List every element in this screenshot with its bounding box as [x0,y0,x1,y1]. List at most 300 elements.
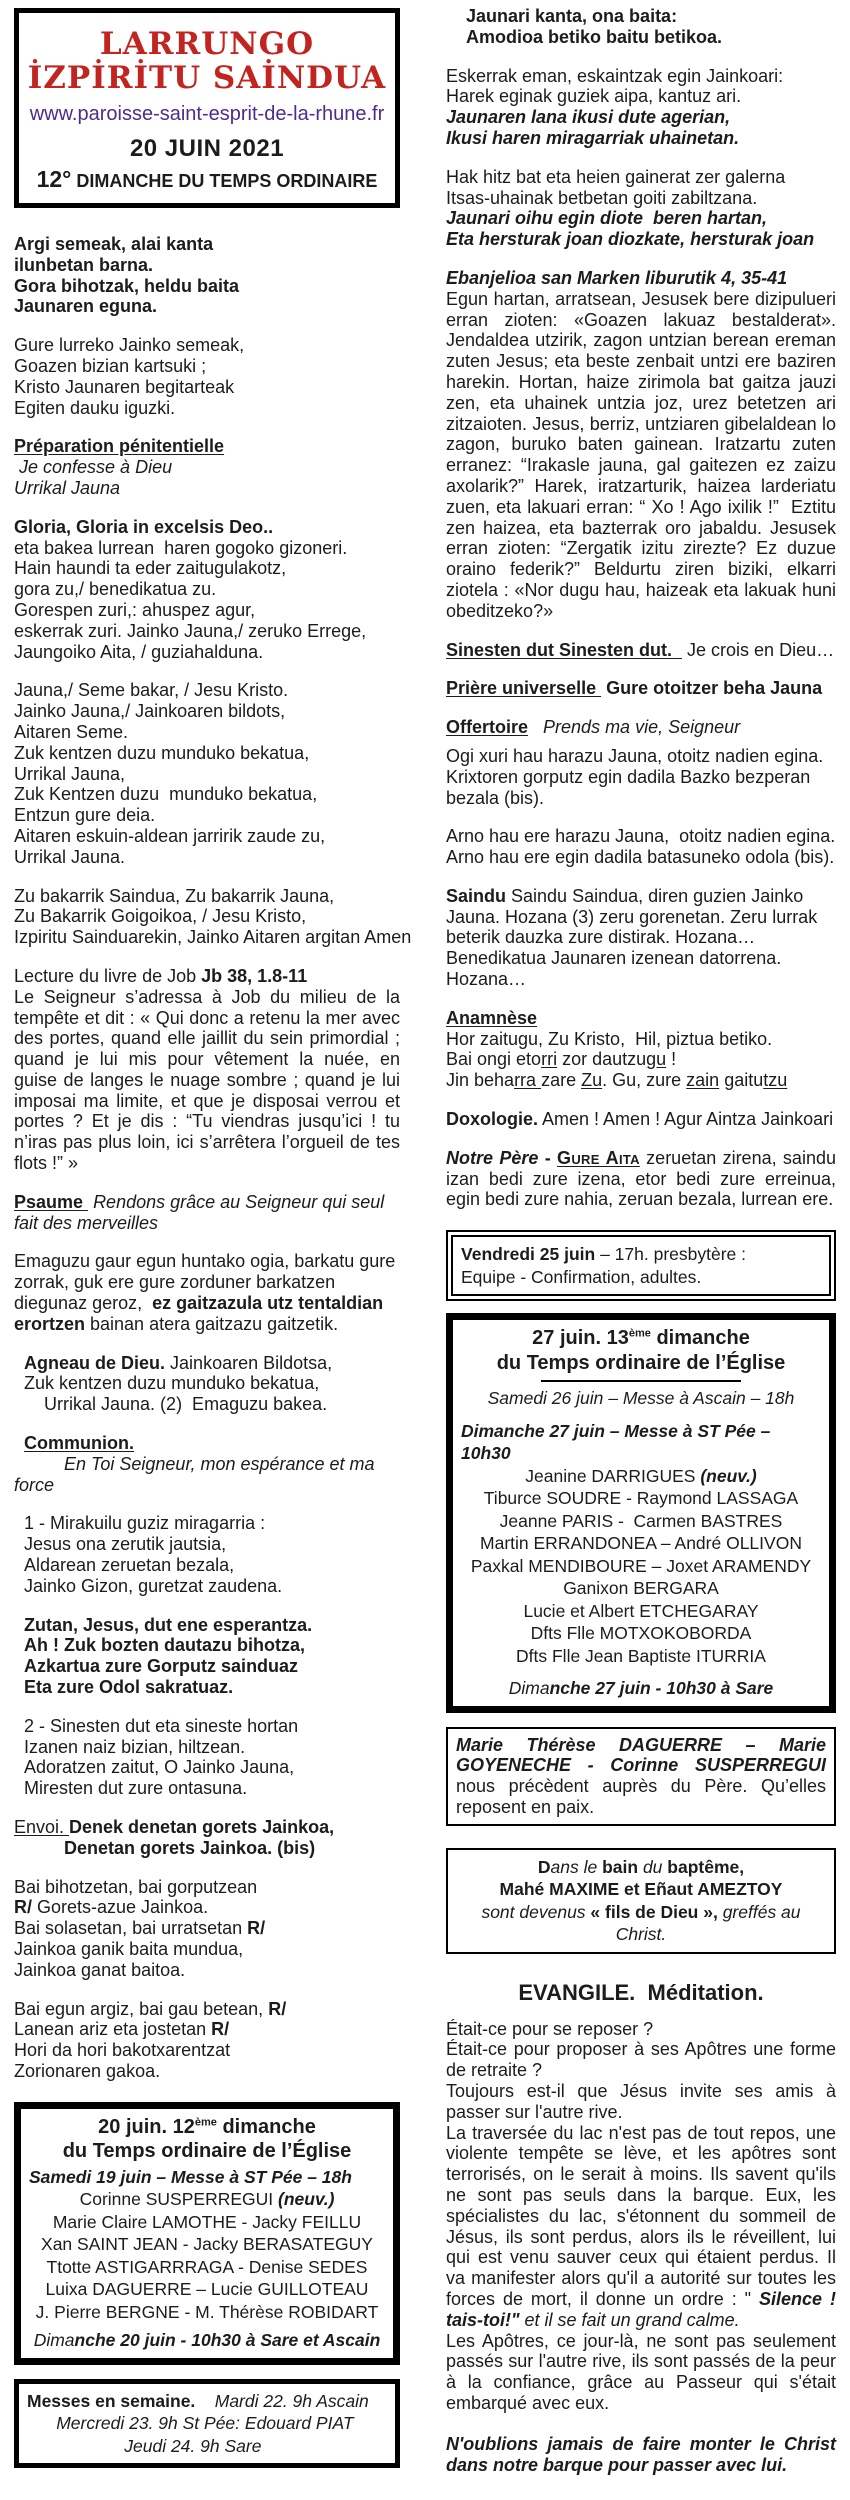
gloria-2 [14,680,400,867]
text-line [14,1778,400,1799]
text-run: EVANGILE. Méditation. [518,1979,764,2005]
text-run [14,1635,24,1655]
text-line [446,27,836,48]
text-run: Je confesse à Dieu [14,457,173,478]
text-run: Emaguzu gaur egun huntako ogia, barkatu gure zorrak, guk ere gure zorduner barkatzen diegunaz geroz, [14,1251,396,1314]
text-line [446,717,836,738]
text-run: Aldarean zeruetan bezala, [24,1555,235,1576]
text-run: Eta zure Odol sakratuaz. [24,1677,234,1698]
text-run: Jainko Gizon, guretzat zaudena. [24,1575,283,1596]
text-line [29,2278,385,2301]
text-line [14,1635,400,1656]
saturday-mass [461,1387,821,1410]
text-line [14,478,400,499]
psaume-strophe-2 [446,167,836,250]
text-run: Notre Père [446,1147,539,1168]
text-run: Hak hitz bat eta heien gainerat zer galerna [446,166,786,187]
text-run: gaitu [719,1070,764,1091]
text-run [27,2413,56,2433]
text-line [446,208,836,229]
text-run: Ah ! Zuk bozten dautazu bihotza, [24,1635,305,1656]
text-run: Lanean ariz eta jostetan [14,2019,212,2040]
text-run: – 17h. presbytère : [595,1244,747,1265]
text-run [14,1716,24,1736]
text-run: Anamnèse [446,1007,538,1028]
text-line [14,579,400,600]
text-run: nche 27 juin - 10h30 à Sare [549,1678,774,1699]
chant-couplet-2 [14,1716,400,1799]
offertoire-chant-2 [446,826,836,868]
text-run: Lucie et Albert ETCHEGARAY [523,1600,759,1621]
text-run: Zuk Kentzen duzu munduko bekatua, [14,784,318,805]
offertoire-chant-1 [446,746,836,808]
text-run: Zutan, Jesus, dut ene esperantza. [24,1614,313,1635]
text-line [14,1838,400,1859]
text-line [14,2061,400,2082]
text-run: zain [686,1070,720,1091]
text-run: 27 juin. 13 [532,1327,629,1350]
text-run [14,1513,24,1533]
text-run: greffés au Christ. [615,1901,801,1945]
text-run: Dima [33,2330,75,2351]
text-run: Zorionaren gakoa. [14,2060,161,2081]
text-run: ème [628,1327,651,1340]
text-line [14,1576,400,1597]
text-line [14,906,400,927]
text-run: et il se fait un grand calme. [519,2309,740,2330]
text-run: Jaunari kanta, ona baita: [446,6,678,26]
text-run: Messes en semaine. [27,2390,196,2411]
psaume-strophe-1 [446,66,836,149]
sunday-number: 12° [36,166,72,192]
notre-pere [446,1148,836,1210]
text-line [14,2040,400,2061]
text-run: Rendons grâce au Seigneur qui seul fait des merveilles [14,1191,385,1233]
gloria [14,517,400,663]
text-line [29,2233,385,2256]
left-column [14,0,412,2468]
text-run: Agneau de Dieu. [24,1352,166,1373]
text-run: Zuk kentzen duzu munduko bekatua, [14,742,310,763]
text-line [14,377,400,398]
text-line [461,1465,821,1488]
text-line [461,1510,821,1533]
text-run [14,1534,24,1554]
opening-hymn [14,234,400,317]
text-run: J. Pierre BERGNE - M. Thérèse ROBIDART [35,2301,379,2322]
text-line [446,1070,836,1091]
text-line [461,1387,821,1410]
text-run: Equipe - Confirmation, adultes. [461,1266,702,1287]
text-line [14,927,412,948]
text-line [14,1737,400,1758]
text-line [446,107,836,128]
text-line [461,1622,821,1645]
text-line [14,764,400,785]
text-run: Jin beha [446,1070,515,1091]
text-run: bainan atera gaitzazu gaitzetik. [85,1313,339,1334]
text-run: « fils de Dieu », [590,1901,718,1922]
text-run: bain [602,1856,643,1877]
text-run: Miresten dut zure ontasuna. [24,1778,248,1799]
text-line [14,966,400,987]
text-run: Bai ongi eto [446,1049,542,1070]
header-box [14,8,400,208]
text-run: Gure lurreko Jainko semeak, [14,335,245,356]
text-run: 20 juin. 12 [98,2115,195,2138]
text-line [14,826,400,847]
text-line [446,1049,836,1070]
text-line [14,600,400,621]
obituary-box [446,1727,836,1826]
text-line [456,1856,826,1879]
meditation-2 [446,2039,836,2081]
text-run [14,1838,64,1858]
text-run: tzu [763,1070,788,1091]
text-run: Marie Claire LAMOTHE - Jacky FEILLU [52,2211,362,2232]
text-run [14,1373,24,1393]
text-run: 2 - Sinesten dut eta sineste hortan [24,1715,299,1736]
text-line [14,1433,400,1454]
text-run: zor dautzu [557,1049,647,1070]
text-run: dimanche [216,2115,316,2138]
text-line [29,2329,385,2352]
text-line [461,1420,821,1465]
text-run: Eskerrak eman, eskaintzak egin Jainkoari: [446,65,784,86]
this-sunday-box [14,2102,400,2365]
text-run: dimanche [650,1327,750,1350]
text-run: Arno hau ere harazu Jauna, otoitz nadien egina. [446,826,836,847]
text-line [461,1645,821,1668]
text-line [14,1918,400,1939]
text-run: Ogi xuri hau harazu Jauna, otoitz nadien egina. [446,745,824,766]
text-run: bezala (bis). [446,787,545,808]
text-run: Urrikal Jauna. [14,846,126,867]
divider [541,1380,741,1382]
text-line [27,2435,387,2458]
text-run [195,2391,214,2411]
text-run: rri [541,1049,558,1070]
text-run: D [537,1856,551,1877]
text-line [14,642,400,663]
text-run: Jaunari oihu egin diote beren hartan, [446,208,768,229]
text-line [461,1487,821,1510]
bulletin-date: 20 JUIN 2021 [129,135,285,162]
text-run: Mercredi 23. 9h St Pée: Edouard PIAT [56,2413,354,2434]
text-run: Jb 38, 1.8-11 [201,965,308,986]
text-run: Izanen naiz bizian, hiltzean. [24,1736,246,1757]
text-run: ilunbetan barna. [14,254,154,275]
text-run: Marie Thérèse DAGUERRE – Marie GOYENECHE - Corinne SUSPERREGUI [456,1734,826,1776]
text-run [14,1433,24,1453]
text-line [14,1897,400,1918]
meditation-title [446,1980,836,2007]
text-run: Zu [581,1070,603,1091]
text-line [14,255,400,276]
text-run: Hori da hori bakotxarentzat [14,2040,231,2061]
text-run: Mardi 22. 9h Ascain [214,2390,369,2411]
text-run: Ganixon BERGARA [563,1578,719,1599]
text-line [456,1878,826,1901]
sanctus [446,886,836,990]
text-line [14,1939,400,1960]
text-line [14,296,400,317]
text-run: Prends ma vie, Seigneur [543,717,741,738]
text-run: Egun hartan, arratsean, Jesusek bere dizipulueri erran zioten: «Goazen lakuaz bestalderat». Jendaldea utzirik, zagon untzian berean ereman zuten Jesus; eta beste zenbait untzi ere baziren harekin. Hortan, haize zirimola bat gaitza jauzi zen, eta uhainek untzia joz, urez betetzen ari zitzaioten. Jesus, berriz, untziaren gibelaldean lo zagon, buruko baten gainean. Iratzartu zuten erranez: “Irakasle jauna, gal gaitezen ez zaizu axolarik?” Harek, iratzarturik, haizea larderiatu zuen, eta lakuari erran: “ Xo ! Ago ixilik !” Eztitu zen haizea, eta bazterrak oro jabaldu. Jesusek erran zioten: “Zergatik izitu zirezte? Ez duzue oraino federik?” Beldurtu ziren biziki, elkarri ziotela : «Nor dugu hau, haizeak eta lakuak huni obeditzeko?» [446,288,836,621]
text-run: Gorespen zuri,: ahuspez agur, [14,599,256,620]
text-run: Martin ERRANDONEA – André OLLIVON [480,1533,802,1554]
text-run: Dfts Flle Jean Baptiste ITURRIA [516,1645,766,1666]
text-run [14,1677,24,1697]
text-line [14,701,400,722]
weekday-masses [27,2390,387,2458]
text-line [14,1394,400,1415]
parish-title: LARRUNGO İZPİRİTU SAİNDUA [27,26,387,96]
text-line [29,2115,385,2139]
text-run: Zuk kentzen duzu munduko bekatua, [24,1373,320,1394]
text-run: zare [541,1070,582,1091]
text-run: Mahé MAXIME et Eñaut AMEZTOY [499,1879,783,1900]
text-line [446,229,836,250]
text-line [14,1555,400,1576]
text-run: (neuv.) [278,2189,335,2210]
text-run: Zu bakarrik Saindua, Zu bakarrik Jauna, [14,885,335,906]
text-run: Offertoire [446,717,529,738]
text-run: Dfts Flle MOTXOKOBORDA [530,1623,752,1644]
pater-basque [14,1251,400,1334]
text-run: R/ [14,1897,32,1918]
text-run [14,1737,24,1757]
text-run: nous précèdent auprès du Père. Qu’elles reposent en paix. [456,1776,826,1817]
text-line [446,767,836,788]
text-run: Était-ce pour proposer à ses Apôtres une forme de retraite ? [446,2039,836,2081]
text-line [14,2019,400,2040]
text-line [14,1960,400,1981]
text-line [14,1716,400,1737]
text-run: Paxkal MENDIBOURE – Joxet ARAMENDY [470,1555,812,1576]
text-run: Harek eginak guziek aipa, kantuz ari. [446,86,742,107]
text-run: R/ [211,2019,230,2040]
text-run: Luixa DAGUERRE – Lucie GUILLOTEAU [45,2279,369,2300]
text-run: Gloria, Gloria in excelsis Deo.. [14,516,274,537]
text-run: Corinne SUSPERREGUI [79,2189,278,2210]
text-line [446,167,836,188]
text-run: Jainko Jauna,/ Jainkoaren bildots, [14,701,286,722]
text-run: nche 20 juin - 10h30 à Sare et Ascain [74,2330,381,2351]
text-run: Toujours est-il que Jésus invite ses amis à passer sur l'autre rive. [446,2080,836,2122]
text-run: Hor zaitugu, Zu Kristo, Hil, piztua betiko. [446,1028,773,1049]
text-line [29,2188,385,2211]
psaume-title [14,1192,400,1234]
text-run: Eta hersturak joan diozkate, hersturak joan [446,229,815,250]
text-run: eta bakea lurrean haren gogoko gizoneri. [14,537,348,558]
evangile-title [446,268,836,289]
text-line [446,128,836,149]
text-run: ans le [550,1856,603,1877]
priere-universelle [446,678,836,699]
text-run: du [642,1856,668,1877]
text-run [14,1454,64,1474]
text-line [461,1326,821,1350]
sunday-mass [29,2329,385,2352]
text-run: Préparation pénitentielle [14,436,225,457]
lecture-title [14,966,400,987]
text-run: Lecture du livre de Job [14,965,202,986]
lecture-job [14,987,400,1174]
text-line [14,1877,400,1898]
credo [446,640,836,661]
text-run: Jaungoiko Aita, / guziahalduna. [14,641,264,662]
meditation-1 [446,2019,836,2040]
text-run: N'oublions jamais de faire monter le Christ dans notre barque pour passer avec lui. [446,2433,836,2475]
communion [14,1433,400,1495]
text-line [29,2139,385,2163]
text-run: Kristo Jaunaren begitarteak [14,376,235,397]
text-run: Urrikal Jauna. (2) Emaguzu bakea. [44,1394,328,1415]
text-line [446,66,836,87]
text-line [14,457,400,478]
text-line [14,680,400,701]
text-run: Le Seigneur s’adressa à Job du milieu de la tempête et dit : « Qui donc a retenu la mer avec des portes, quand elle jaillit du sein primordial ; quand je lui mis pour vêtement la nuée, en guise de langes le nuage sombre ; quand je lui imposai ma limite, et que je disposai verrou et portes ? Et je dis : “Tu viendras jusqu’ici ! tu n’iras pas plus loin, ici s’arrêtera l’orgueil de tes flots !” » [14,986,400,1174]
text-run [14,1576,24,1596]
text-run: gora zu,/ benedikatua zu. [14,579,217,600]
text-run: Jaunaren lana ikusi dute agerian, [446,107,731,128]
intentions [29,2188,385,2323]
text-line [14,1534,400,1555]
text-line [461,1266,821,1289]
text-run: Izpiritu Sainduarekin, Jainko Aitaren argitan Amen [14,927,412,948]
text-line [446,788,836,809]
text-run: Urrikal Jauna [14,477,121,498]
text-run: Samedi 19 juin – Messe à ST Pée – 18h [29,2166,352,2187]
text-line [446,826,836,847]
text-line [14,1373,400,1394]
meditation-3 [446,2081,836,2123]
text-run: Entzun gure deia. [14,805,156,826]
text-run: (neuv.) [700,1465,757,1486]
text-line [14,1454,400,1496]
text-run: Jeanne PARIS - Carmen BASTRES [499,1510,783,1531]
text-run: sont devenus [481,1901,591,1922]
text-run: - [538,1147,558,1168]
text-line [29,2166,385,2189]
text-run: Sinesten dut Sinesten dut. [446,639,683,660]
text-run: Était-ce pour se reposer ? [446,2018,654,2039]
text-line [461,1351,821,1375]
text-run: R/ [247,1918,266,1939]
text-run: Krixtoren gorputz egin dadila Bazko bezperan [446,766,811,787]
text-run: 1 - Mirakuilu guziz miragarria : [24,1513,266,1534]
text-run: Gora bihotzak, heldu baita [14,275,240,296]
offertoire [446,717,836,738]
sunday-label: DIMANCHE DU TEMPS ORDINAIRE [71,171,378,191]
text-run: Dimanche 27 juin – Messe à ST Pée – 10h30 [461,1420,771,1464]
right-column [446,0,836,2475]
text-run: R/ [268,1998,287,2019]
text-line [29,2211,385,2234]
meditation-4 [446,2123,836,2331]
text-run [14,1353,24,1373]
text-run [14,1778,24,1798]
text-run: Dima [508,1678,550,1699]
text-run: Jeudi 24. 9h Sare [124,2435,262,2456]
text-run: Jainkoa ganik baita mundua, [14,1938,244,1959]
text-line [14,1656,400,1677]
text-line [14,398,400,419]
hymn-strophe-2 [14,335,400,418]
text-line [446,847,836,868]
text-line [14,276,400,297]
text-run: Urrikal Jauna, [14,763,126,784]
text-line [446,6,836,27]
text-line [14,1999,400,2020]
meeting-info [461,1243,821,1288]
text-run: Doxologie. [446,1109,539,1130]
preparation-penitentielle [14,436,400,498]
text-run: La traversée du lac n'est pas de tout repos, une violente tempête se lève, et les apôtres sont terrorisés, on le serait à moins. Ils savent qu'ils ne sont pas seuls dans la barque. Eux, les spécialistes du lac, s'étonnent du sommeil de Jésus, ils sont perdus, alors ils le réveillent, lui qui est venu sauver ceux qui étaient perdus. Il va manifester alors qu'il a autorité sur toutes les forces de mort, il donne un ordre : " [446,2122,836,2309]
text-run: Xan SAINT JEAN - Jacky BERASATEGUY [41,2234,373,2255]
text-run: Bai bihotzetan, bai gorputzean [14,1876,258,1897]
text-line [446,1980,836,2007]
text-run: rra [514,1070,542,1091]
box-title [29,2115,385,2164]
text-run [27,2436,124,2456]
text-line [14,558,400,579]
text-line [14,621,400,642]
text-run: Prière universelle [446,678,602,699]
text-run: Saindu Saindua, diren guzien Jainko Jauna. Hozana (3) zeru gorenetan. Zeru lurrak beterik dauzka zure distirak. Hozana… Benedikatua Jaunaren izenean datorrena. Hozana… [446,885,818,990]
text-run: Saindu [446,885,507,906]
text-run: Aitaren Seme. [14,721,129,742]
text-line [14,847,400,868]
text-line [27,2390,387,2413]
saturday-mass [29,2166,385,2189]
text-run: Arno hau ere egin dadila batasuneko odola (bis). [446,847,835,868]
text-line [446,188,836,209]
text-line [461,1555,821,1578]
text-run [14,1394,44,1414]
text-run: Silence ! tais-toi!" [446,2288,836,2330]
evangile-texte [446,289,836,622]
text-run: Amodioa betiko baitu betikoa. [446,26,723,47]
intentions [461,1465,821,1668]
text-run: Jainkoaren Bildotsa, [165,1352,333,1373]
text-run: du Temps ordinaire de l’Église [62,2140,352,2163]
text-run: Itsas-uhainak betbetan goiti zabiltzana. [446,187,758,208]
gloria-3 [14,885,412,948]
text-run: Gorets-azue Jainkoa. [32,1897,209,1918]
text-line [14,234,400,255]
left-content [14,234,412,2468]
envoi [14,1817,400,1859]
text-run: Azkartua zure Gorputz sainduaz [24,1656,299,1677]
text-line [446,678,836,699]
text-run: eskerrak zuri. Jainko Jauna,/ zeruko Errege, [14,620,367,641]
text-run: Jainkoa ganat baitoa. [14,1959,186,1980]
text-line [14,886,400,907]
text-line [14,1817,400,1838]
text-line [14,722,400,743]
weekday-masses-box [14,2379,400,2469]
text-run [528,717,543,737]
text-line [14,517,400,538]
baptism [456,1856,826,1946]
cantique-strophe-1 [14,1877,400,1981]
text-run: Jauna,/ Seme bakar, / Jesu Kristo. [14,680,289,701]
psaume-refrain [446,6,836,48]
text-run: Gure Aita [557,1147,640,1168]
text-run: Aitaren eskuin-aldean jarririk zaude zu, [14,825,326,846]
